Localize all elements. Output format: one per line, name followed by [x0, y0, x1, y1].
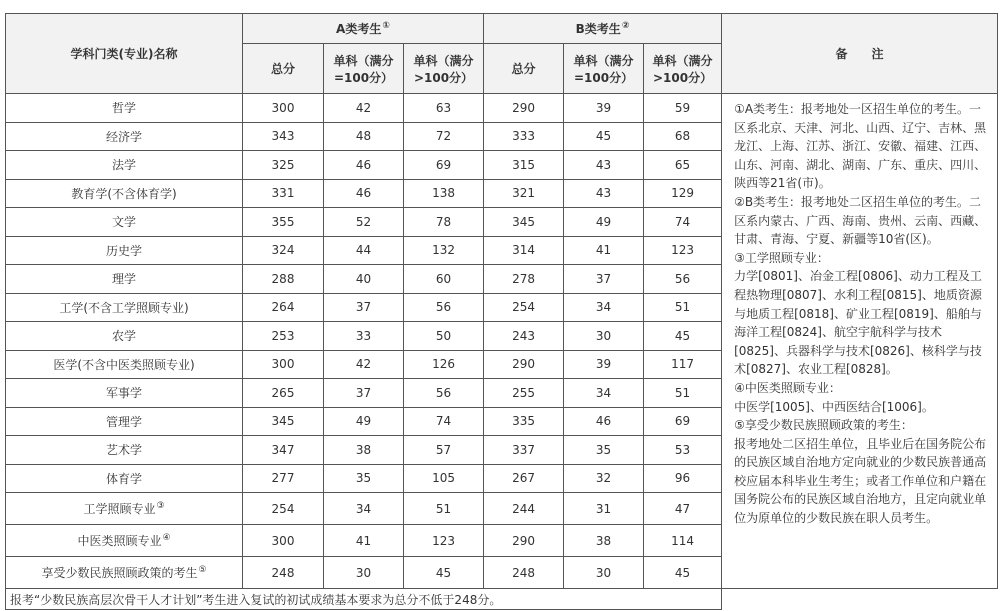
a-score-cell: 49	[324, 407, 404, 436]
b-score-cell: 248	[484, 557, 564, 589]
a-score-cell: 248	[243, 557, 324, 589]
a-score-cell: 30	[324, 557, 404, 589]
a-single-100-header: 单科（满分=100分）	[324, 44, 404, 94]
a-score-cell: 78	[404, 208, 484, 237]
a-score-cell: 343	[243, 122, 324, 151]
note-paragraph: 报考地处二区招生单位，且毕业后在国务院公布的民族区域自治地方定向就业的少数民族普通高校应届本科毕业生考生；或者工作单位和户籍在国务院公布的民族区域自治地方，且定向就业单位为原单位的少数民族在职人员考生。	[734, 436, 987, 526]
b-score-cell: 43	[564, 179, 644, 208]
b-score-cell: 117	[644, 350, 722, 379]
note-paragraph: 力学[0801]、冶金工程[0806]、动力工程及工程热物理[0807]、水利工程[0815]、地质资源与地质工程[0818]、矿业工程[0819]、船舶与海洋工程[0824]、航空宇航科学与技术[0825]、兵器科学与技术[0826]、核科学与技术[0827]、农业工程[0828]。	[734, 269, 982, 377]
a-score-cell: 254	[243, 493, 324, 525]
subject-column-header: 学科门类(专业)名称	[6, 14, 243, 94]
a-score-cell: 34	[324, 493, 404, 525]
subject-name-cell: 艺术学	[6, 436, 243, 465]
a-score-cell: 56	[404, 293, 484, 322]
score-table	[5, 13, 998, 610]
notes-column-header: 备 注	[722, 14, 998, 94]
subject-name-cell: 军事学	[6, 379, 243, 408]
group-a-header: A类考生①	[243, 14, 484, 44]
b-score-cell: 267	[484, 464, 564, 493]
b-score-cell: 345	[484, 208, 564, 237]
a-score-cell: 52	[324, 208, 404, 237]
subject-name-cell: 农学	[6, 322, 243, 351]
a-score-cell: 63	[404, 94, 484, 123]
table-row	[6, 94, 998, 123]
b-score-cell: 38	[564, 525, 644, 557]
note-paragraph: ①A类考生：报考地处一区招生单位的考生。一区系北京、天津、河北、山西、辽宁、吉林、黑龙江、上海、江苏、浙江、安徽、福建、江西、山东、河南、湖北、湖南、广东、重庆、四川、陕西等21省(市)。	[734, 102, 987, 191]
b-score-cell: 68	[644, 122, 722, 151]
b-score-cell: 243	[484, 322, 564, 351]
b-score-cell: 315	[484, 151, 564, 180]
b-score-cell: 123	[644, 236, 722, 265]
b-score-cell: 45	[564, 122, 644, 151]
b-score-cell: 333	[484, 122, 564, 151]
a-score-cell: 264	[243, 293, 324, 322]
note-paragraph: ②B类考生：报考地处二区招生单位的考生。二区系内蒙古、广西、海南、贵州、云南、西藏、甘肃、青海、宁夏、新疆等10省(区)。	[734, 194, 987, 247]
a-score-cell: 324	[243, 236, 324, 265]
b-score-cell: 321	[484, 179, 564, 208]
a-score-cell: 325	[243, 151, 324, 180]
b-score-cell: 39	[564, 350, 644, 379]
b-score-cell: 244	[484, 493, 564, 525]
b-score-cell: 31	[564, 493, 644, 525]
a-score-cell: 288	[243, 265, 324, 294]
b-score-cell: 30	[564, 322, 644, 351]
subject-name-cell: 工学照顾专业③	[6, 493, 243, 525]
a-score-cell: 126	[404, 350, 484, 379]
a-total-header: 总分	[243, 44, 324, 94]
b-score-cell: 69	[644, 407, 722, 436]
a-score-cell: 300	[243, 350, 324, 379]
b-score-cell: 47	[644, 493, 722, 525]
a-score-cell: 60	[404, 265, 484, 294]
b-score-cell: 290	[484, 350, 564, 379]
subject-name-cell: 享受少数民族照顾政策的考生⑤	[6, 557, 243, 589]
a-score-cell: 57	[404, 436, 484, 465]
a-score-cell: 50	[404, 322, 484, 351]
b-single-100-header: 单科（满分=100分）	[564, 44, 644, 94]
b-score-cell: 129	[644, 179, 722, 208]
a-score-cell: 38	[324, 436, 404, 465]
b-total-header: 总分	[484, 44, 564, 94]
a-score-cell: 37	[324, 379, 404, 408]
a-score-cell: 345	[243, 407, 324, 436]
a-score-cell: 300	[243, 525, 324, 557]
b-score-cell: 278	[484, 265, 564, 294]
b-single-gt100-header: 单科（满分>100分）	[644, 44, 722, 94]
b-score-cell: 254	[484, 293, 564, 322]
b-score-cell: 74	[644, 208, 722, 237]
b-score-cell: 34	[564, 293, 644, 322]
b-score-cell: 96	[644, 464, 722, 493]
b-score-cell: 314	[484, 236, 564, 265]
a-score-cell: 51	[404, 493, 484, 525]
a-score-cell: 277	[243, 464, 324, 493]
b-score-cell: 335	[484, 407, 564, 436]
note-paragraph: 中医学[1005]、中西医结合[1006]。	[734, 399, 934, 414]
a-score-cell: 132	[404, 236, 484, 265]
b-score-cell: 37	[564, 265, 644, 294]
subject-name-cell: 管理学	[6, 407, 243, 436]
b-score-cell: 56	[644, 265, 722, 294]
b-score-cell: 39	[564, 94, 644, 123]
a-score-cell: 35	[324, 464, 404, 493]
b-score-cell: 45	[644, 322, 722, 351]
a-score-cell: 56	[404, 379, 484, 408]
a-score-cell: 45	[404, 557, 484, 589]
a-score-cell: 72	[404, 122, 484, 151]
b-score-cell: 53	[644, 436, 722, 465]
a-score-cell: 40	[324, 265, 404, 294]
b-score-cell: 46	[564, 407, 644, 436]
b-score-cell: 45	[644, 557, 722, 589]
b-score-cell: 35	[564, 436, 644, 465]
note-paragraph: ③工学照顾专业：	[734, 250, 829, 265]
subject-name-cell: 中医类照顾专业④	[6, 525, 243, 557]
a-score-cell: 41	[324, 525, 404, 557]
b-score-cell: 51	[644, 293, 722, 322]
a-score-cell: 355	[243, 208, 324, 237]
notes-cell	[722, 94, 998, 589]
subject-name-cell: 理学	[6, 265, 243, 294]
b-score-cell: 290	[484, 525, 564, 557]
a-score-cell: 33	[324, 322, 404, 351]
a-score-cell: 42	[324, 350, 404, 379]
subject-name-cell: 哲学	[6, 94, 243, 123]
a-score-cell: 138	[404, 179, 484, 208]
a-score-cell: 253	[243, 322, 324, 351]
b-score-cell: 41	[564, 236, 644, 265]
b-score-cell: 65	[644, 151, 722, 180]
subject-name-cell: 体育学	[6, 464, 243, 493]
b-score-cell: 43	[564, 151, 644, 180]
subject-name-cell: 教育学(不含体育学)	[6, 179, 243, 208]
b-score-cell: 114	[644, 525, 722, 557]
b-score-cell: 51	[644, 379, 722, 408]
a-score-cell: 265	[243, 379, 324, 408]
b-score-cell: 30	[564, 557, 644, 589]
a-score-cell: 69	[404, 151, 484, 180]
subject-name-cell: 医学(不含中医类照顾专业)	[6, 350, 243, 379]
a-score-cell: 37	[324, 293, 404, 322]
note-paragraph: ④中医类照顾专业：	[734, 380, 841, 395]
b-score-cell: 255	[484, 379, 564, 408]
a-score-cell: 42	[324, 94, 404, 123]
a-single-gt100-header: 单科（满分>100分）	[404, 44, 484, 94]
group-b-header: B类考生②	[484, 14, 722, 44]
a-score-cell: 44	[324, 236, 404, 265]
b-score-cell: 290	[484, 94, 564, 123]
b-score-cell: 32	[564, 464, 644, 493]
a-score-cell: 123	[404, 525, 484, 557]
a-score-cell: 347	[243, 436, 324, 465]
subject-name-cell: 工学(不含工学照顾专业)	[6, 293, 243, 322]
a-score-cell: 46	[324, 151, 404, 180]
b-score-cell: 49	[564, 208, 644, 237]
a-score-cell: 105	[404, 464, 484, 493]
subject-name-cell: 文学	[6, 208, 243, 237]
b-score-cell: 337	[484, 436, 564, 465]
a-score-cell: 48	[324, 122, 404, 151]
a-score-cell: 331	[243, 179, 324, 208]
b-score-cell: 59	[644, 94, 722, 123]
footer-note: 报考“少数民族高层次骨干人才计划”考生进入复试的初试成绩基本要求为总分不低于248分。	[6, 589, 722, 610]
note-paragraph: ⑤享受少数民族照顾政策的考生：	[734, 418, 913, 433]
a-score-cell: 46	[324, 179, 404, 208]
a-score-cell: 300	[243, 94, 324, 123]
a-score-cell: 74	[404, 407, 484, 436]
subject-name-cell: 历史学	[6, 236, 243, 265]
subject-name-cell: 经济学	[6, 122, 243, 151]
b-score-cell: 34	[564, 379, 644, 408]
subject-name-cell: 法学	[6, 151, 243, 180]
